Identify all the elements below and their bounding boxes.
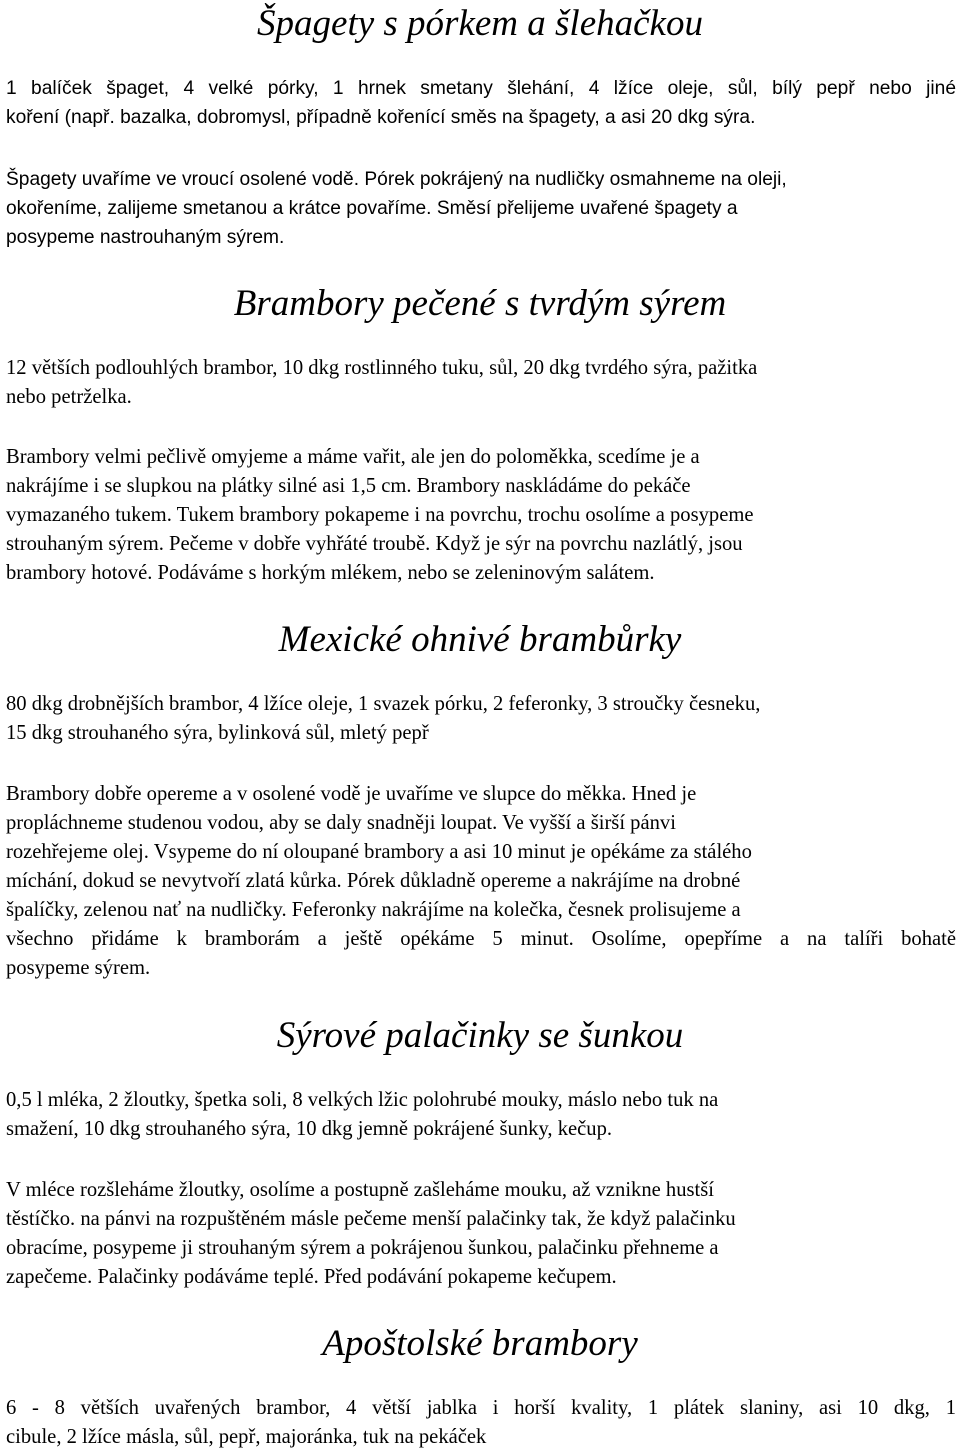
- recipe-title: Apoštolské brambory: [322, 1323, 638, 1364]
- recipe-method: [6, 443, 956, 588]
- recipe-title: Sýrové palačinky se šunkou: [276, 1015, 684, 1056]
- text-line: 80 dkg drobnějších brambor, 4 lžíce oleje, 1 svazek pórku, 2 feferonky, 3 stroučky česneku,: [6, 693, 761, 715]
- text-line: obracíme, posypeme ji strouhaným sýrem a pokrájenou šunkou, palačinku přehneme a: [6, 1237, 719, 1259]
- recipe-ingredients: [6, 74, 956, 132]
- recipe-title: Mexické ohnivé brambůrky: [278, 619, 682, 660]
- text-line: smažení, 10 dkg strouhaného sýra, 10 dkg jemně pokrájené šunky, kečup.: [6, 1118, 613, 1140]
- text-line: posypeme nastrouhaným sýrem.: [6, 227, 285, 248]
- recipe-ingredients: [6, 690, 956, 748]
- text-line: vymazaného tukem. Tukem brambory pokapeme i na povrchu, trochu osolíme a posypeme: [6, 504, 754, 526]
- recipe-title: Špagety s pórkem a šlehačkou: [257, 3, 703, 44]
- text-line: strouhaným sýrem. Pečeme v dobře vyhřáté troubě. Když je sýr na povrchu nazlátlý, jsou: [6, 533, 743, 555]
- recipe-title: Brambory pečené s tvrdým sýrem: [233, 283, 727, 324]
- text-line: koření (např. bazalka, dobromysl, případně kořenící směs na špagety, a asi 20 dkg sýra.: [6, 107, 756, 128]
- text-line: 0,5 l mléka, 2 žloutky, špetka soli, 8 velkých lžic polohrubé mouky, máslo nebo tuk na: [6, 1089, 719, 1111]
- text-line: V mléce rozšleháme žloutky, osolíme a postupně zašleháme mouku, až vznikne hustší: [6, 1179, 715, 1201]
- text-line: Špagety uvaříme ve vroucí osolené vodě. Pórek pokrájený na nudličky osmahneme na oleji,: [6, 169, 787, 190]
- text-line: nakrájíme i se slupkou na plátky silné asi 1,5 cm. Brambory naskládáme do pekáče: [6, 475, 691, 497]
- text-line: zapečeme. Palačinky podáváme teplé. Před podávání pokapeme kečupem.: [6, 1266, 617, 1288]
- text-line: míchání, dokud se nevytvoří zlatá kůrka. Pórek důkladně opereme a nakrájíme na drobné: [6, 870, 741, 892]
- text-line: 6 - 8 větších uvařených brambor, 4 větší jablka i horší kvality, 1 plátek slaniny, asi 10 dkg, 1: [6, 1397, 956, 1419]
- recipe-method: [6, 1176, 956, 1292]
- text-line: brambory hotové. Podáváme s horkým mlékem, nebo se zeleninovým salátem.: [6, 562, 655, 584]
- recipe-ingredients: [6, 354, 956, 412]
- text-line: špalíčky, zelenou nať na nudličky. Feferonky nakrájíme na kolečka, česnek prolisujeme a: [6, 899, 741, 921]
- text-line: okořeníme, zalijeme smetanou a krátce povaříme. Směsí přelijeme uvařené špagety a: [6, 198, 738, 219]
- text-line: 12 větších podlouhlých brambor, 10 dkg rostlinného tuku, sůl, 20 dkg tvrdého sýra, pažitka: [6, 357, 758, 379]
- text-line: těstíčko. na pánvi na rozpuštěném másle pečeme menší palačinky tak, že když palačinku: [6, 1208, 736, 1230]
- recipe-ingredients: [6, 1086, 956, 1144]
- text-line: 15 dkg strouhaného sýra, bylinková sůl, mletý pepř: [6, 722, 429, 744]
- text-line: Brambory dobře opereme a v osolené vodě je uvaříme ve slupce do měkka. Hned je: [6, 783, 697, 805]
- recipe-method: [6, 165, 956, 252]
- text-line: Brambory velmi pečlivě omyjeme a máme vařit, ale jen do poloměkka, scedíme je a: [6, 446, 700, 468]
- text-line: cibule, 2 lžíce másla, sůl, pepř, majoránka, tuk na pekáček: [6, 1426, 487, 1448]
- text-line: posypeme sýrem.: [6, 957, 151, 979]
- text-line: rozehřejeme olej. Vsypeme do ní oloupané brambory a asi 10 minut je opékáme za stálého: [6, 841, 752, 863]
- recipe-method: [6, 780, 956, 983]
- text-line: všechno přidáme k bramborám a ještě opékáme 5 minut. Osolíme, opepříme a na talíři bohatě: [6, 928, 956, 950]
- text-line: propláchneme studenou vodou, aby se daly snadněji loupat. Ve vyšší a širší pánvi: [6, 812, 676, 834]
- recipe-ingredients: [6, 1394, 956, 1452]
- text-line: nebo petrželka.: [6, 386, 132, 408]
- text-line: 1 balíček špaget, 4 velké pórky, 1 hrnek smetany šlehání, 4 lžíce oleje, sůl, bílý pepř nebo jiné: [6, 78, 956, 99]
